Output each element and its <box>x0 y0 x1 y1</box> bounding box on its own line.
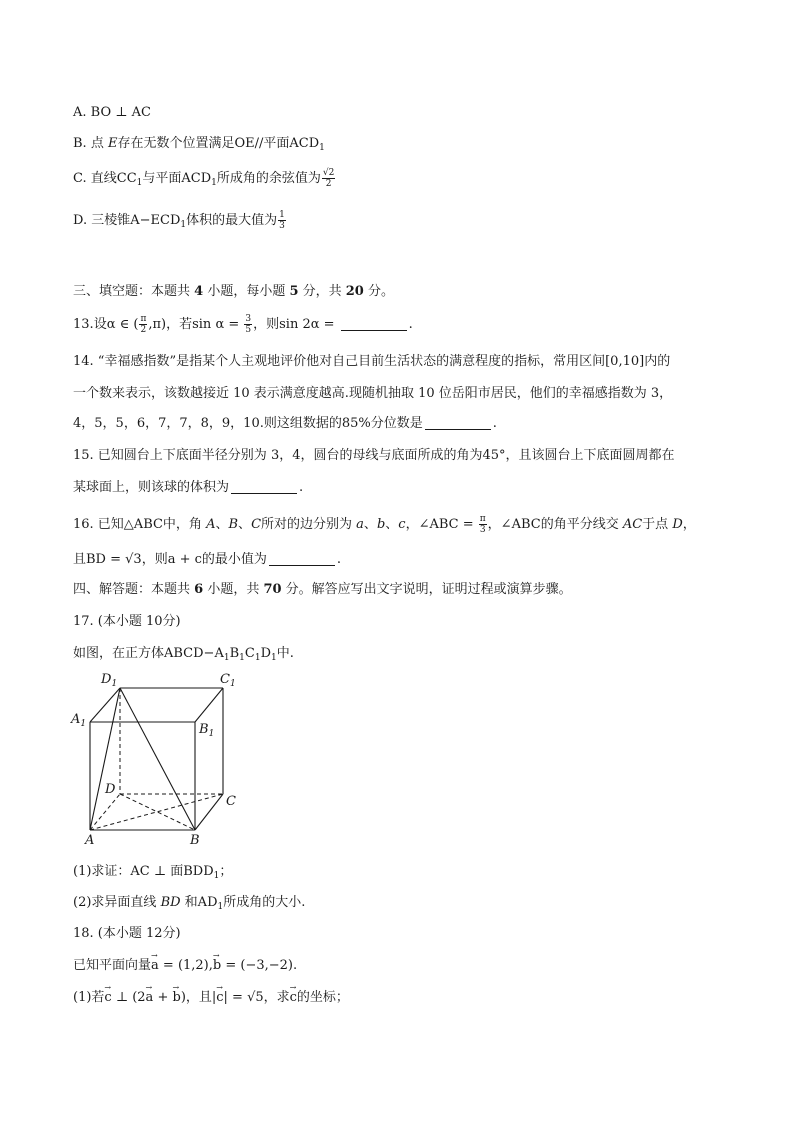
label-d1: $D_1$ <box>101 672 118 689</box>
section-4-heading: 四、解答题：本题共 6 小题，共 70 分。解答应写出文字说明，证明过程或演算步骤。 <box>73 582 572 597</box>
question-15-line-1: 15. 已知圆台上下底面半径分别为 3，4，圆台的母线与底面所成的角为45°，且该圆台上下底面圆周都在 <box>73 448 675 463</box>
answer-blank[interactable] <box>425 415 491 430</box>
label-b: B <box>190 833 200 848</box>
question-14-line-1: 14. “幸福感指数”是指某个人主观地评价他对自己目前生活状态的满意程度的指标，常用区间[0,10]内的 <box>73 354 671 369</box>
fraction: $\frac{3}{5}$ <box>245 314 252 335</box>
fraction: $\frac{√2}{2}$ <box>322 168 335 189</box>
answer-blank[interactable] <box>269 551 335 566</box>
option-d: D. 三棱锥$A-ECD_1$体积的最大值为 $\frac{1}{3}$ <box>73 210 285 231</box>
fraction: $\frac{\pi}{3}$ <box>479 514 486 535</box>
question-18-intro: 已知平面向量→ a = (1,2),→ b = (−3,−2). <box>73 956 297 976</box>
option-a: A. BO ⊥ AC <box>73 105 151 120</box>
edge-b1-c1 <box>195 688 223 722</box>
edge-b-c <box>195 794 223 830</box>
question-13: 13.设α ∈ ( $\frac{\pi}{2}$ ,π)，若sin α = $\frac{3}{5}$ ，则sin 2α = . <box>73 314 413 335</box>
edge-d1-b <box>120 688 195 830</box>
label-b1: $B_1$ <box>199 722 215 739</box>
question-15-line-2: 某球面上，则该球的体积为 . <box>73 480 304 495</box>
question-14-line-3: 4，5，5，6，7，7，8，9，10.则这组数据的85%分位数是 . <box>73 416 497 431</box>
question-16-line-2: 且BD = √3，则a + c的最小值为 . <box>73 552 342 567</box>
question-17-part-1: (1)求证：AC ⊥ 面$BDD_1$； <box>73 864 233 881</box>
question-14-line-2: 一个数来表示，该数越接近 10 表示满意度越高.现随机抽取 10 位岳阳市居民，他们的幸福感指数为 3， <box>73 386 673 401</box>
label-a: A <box>85 833 95 848</box>
question-18-heading: 18. (本小题 12分) <box>73 926 181 941</box>
hidden-edge-d-b <box>120 794 195 830</box>
cube-figure <box>65 670 245 855</box>
label-c1: $C_1$ <box>220 672 236 689</box>
answer-blank[interactable] <box>231 479 297 494</box>
fraction: $\frac{\pi}{2}$ <box>140 314 147 335</box>
edge-d1-a <box>90 688 120 830</box>
option-c: C. 直线$CC_1$与平面$ACD_1$所成角的余弦值为 $\frac{√2}{2}$ <box>73 168 335 189</box>
option-b: B. 点 E存在无数个位置满足OE//平面$ACD_1$ <box>73 136 325 153</box>
answer-blank[interactable] <box>341 316 407 331</box>
label-c: C <box>226 794 236 809</box>
cube-diagram <box>65 670 245 855</box>
label-d: D <box>105 782 116 797</box>
hidden-edge-a-d <box>90 794 120 830</box>
fraction: $\frac{1}{3}$ <box>279 210 285 231</box>
question-17-intro: 如图，在正方体$ABCD-A_1B_1C_1D_1$中. <box>73 646 294 663</box>
label-a1: $A_1$ <box>71 712 87 729</box>
hidden-edge-a-c <box>90 794 223 830</box>
edge-a1-d1 <box>90 688 120 722</box>
question-17-part-2: (2)求异面直线 BD 和$AD_1$所成角的大小. <box>73 895 306 912</box>
question-18-part-1: (1)若→ c ⊥ (2→ a + → b)，且|→ c| = √5，求→ c的坐标； <box>73 988 349 1008</box>
question-16-line-1: 16. 已知△ABC中，角 A、B、C所对的边分别为 a、b、c，∠ABC = $\frac{\pi}{3}$ ，∠ABC的角平分线交 AC于点 D， <box>73 514 696 535</box>
question-17-heading: 17. (本小题 10分) <box>73 614 181 629</box>
section-3-heading: 三、填空题：本题共 4 小题，每小题 5 分，共 20 分。 <box>73 284 394 299</box>
